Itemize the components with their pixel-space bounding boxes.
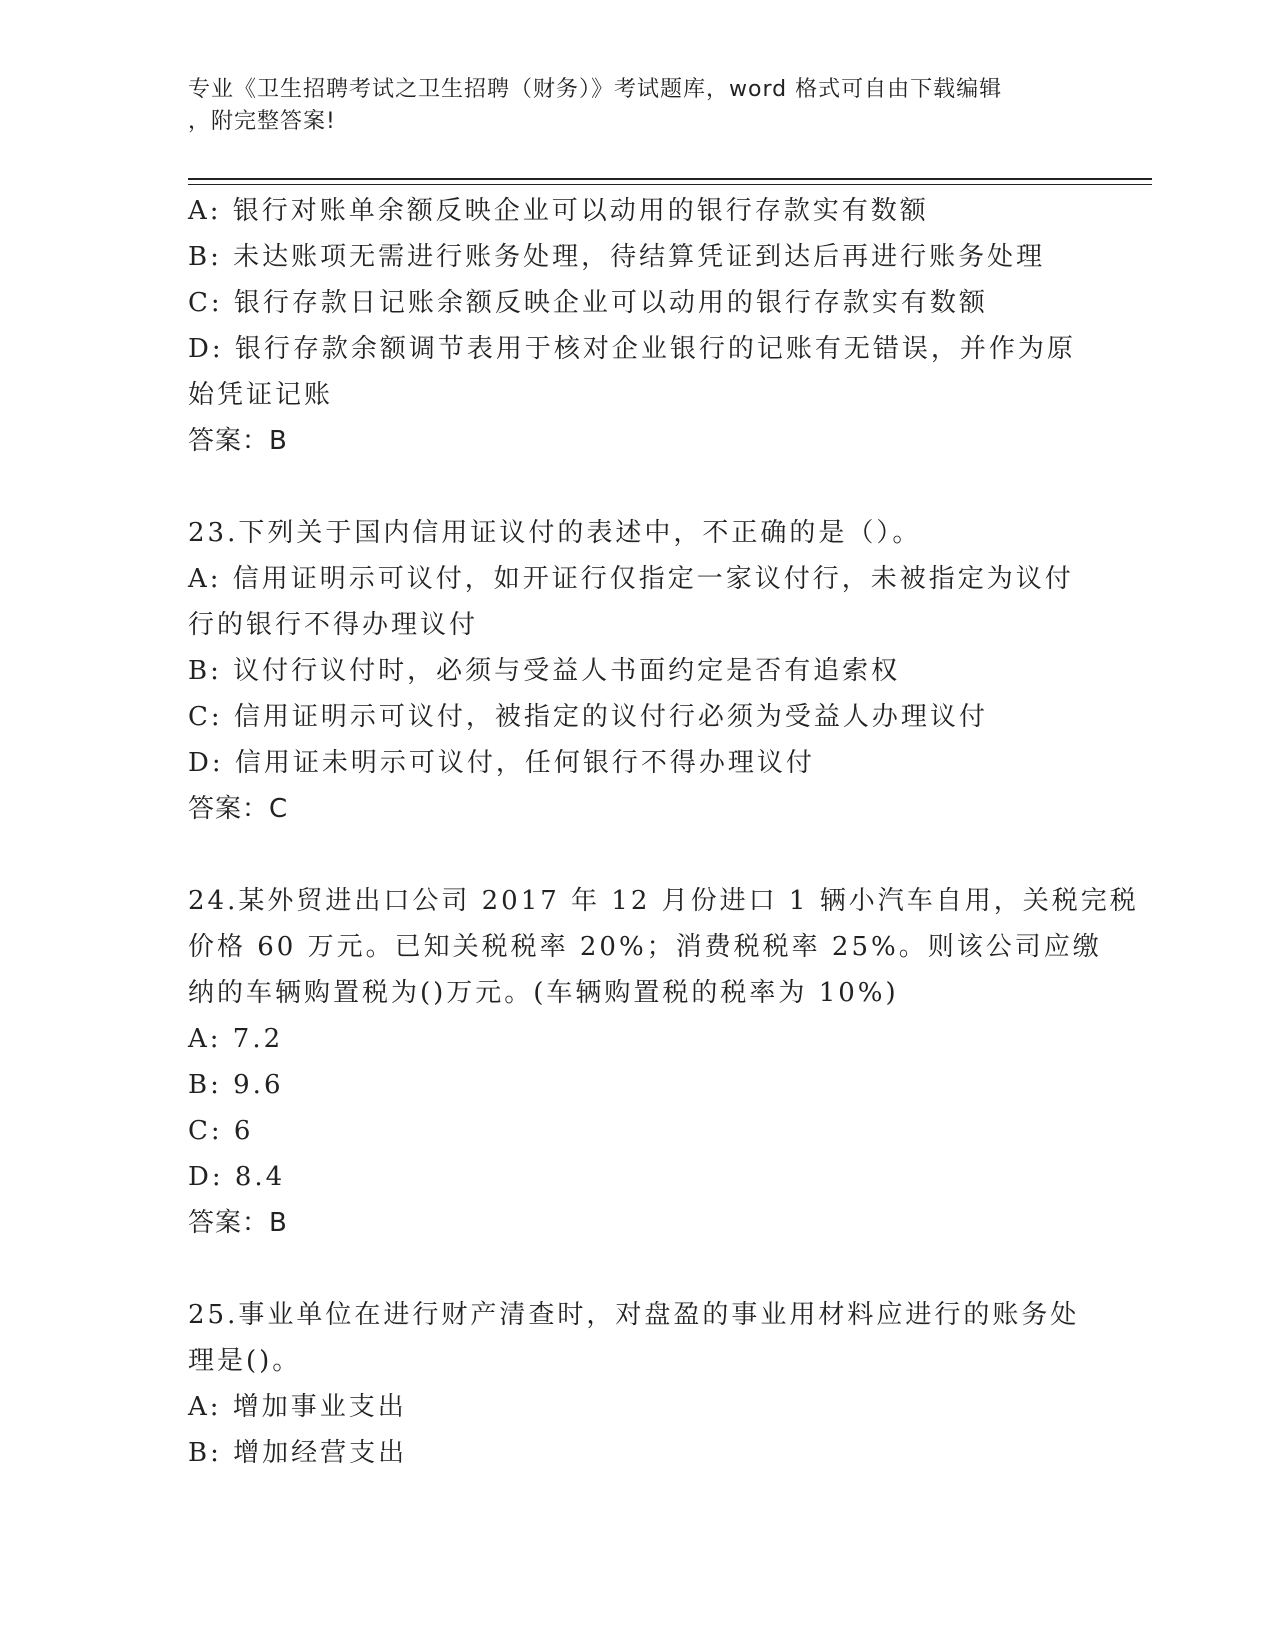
- option-line: A: 银行对账单余额反映企业可以动用的银行存款实有数额: [188, 196, 929, 226]
- option-line: 行的银行不得办理议付: [188, 610, 479, 640]
- question-stem: 理是()。: [188, 1346, 302, 1376]
- answer-line: 答案：B: [188, 426, 288, 456]
- question-23: [188, 510, 1088, 832]
- option-line: B: 议付行议付时，必须与受益人书面约定是否有追索权: [188, 656, 901, 686]
- document-header: [188, 74, 1088, 138]
- answer-line: 答案：C: [188, 794, 289, 824]
- answer-line: 答案：B: [188, 1208, 288, 1238]
- option-line: 始凭证记账: [188, 380, 334, 410]
- header-line-1: 专业《卫生招聘考试之卫生招聘（财务）》考试题库，word 格式可自由下载编辑: [188, 77, 1003, 102]
- option-line: A: 信用证明示可议付，如开证行仅指定一家议付行，未被指定为议付: [188, 564, 1074, 594]
- option-line: A: 7.2: [188, 1024, 284, 1054]
- option-line: D: 信用证未明示可议付，任何银行不得办理议付: [188, 748, 815, 778]
- question-stem: 价格 60 万元。已知关税税率 20%；消费税税率 25%。则该公司应缴: [188, 932, 1102, 962]
- header-rule-thick: [188, 178, 1152, 180]
- option-line: D: 8.4: [188, 1162, 286, 1192]
- header-rule-thin: [188, 184, 1152, 185]
- question-stem: 25.事业单位在进行财产清查时，对盘盈的事业用材料应进行的账务处: [188, 1300, 1080, 1330]
- option-line: B: 9.6: [188, 1070, 284, 1100]
- option-line: C: 信用证明示可议付，被指定的议付行必须为受益人办理议付: [188, 702, 988, 732]
- option-line: C: 银行存款日记账余额反映企业可以动用的银行存款实有数额: [188, 288, 988, 318]
- question-22: [188, 188, 1088, 464]
- option-line: C: 6: [188, 1116, 254, 1146]
- question-stem: 24.某外贸进出口公司 2017 年 12 月份进口 1 辆小汽车自用，关税完税: [188, 886, 1139, 916]
- option-line: A: 增加事业支出: [188, 1392, 407, 1422]
- question-24: [188, 878, 1139, 1246]
- question-stem: 纳的车辆购置税为()万元。(车辆购置税的税率为 10%): [188, 978, 899, 1008]
- option-line: B: 未达账项无需进行账务处理，待结算凭证到达后再进行账务处理: [188, 242, 1046, 272]
- question-stem: 23.下列关于国内信用证议付的表述中，不正确的是（）。: [188, 518, 922, 548]
- question-content: [188, 188, 1139, 1476]
- header-line-2: ，附完整答案!: [188, 109, 336, 134]
- option-line: B: 增加经营支出: [188, 1438, 408, 1468]
- option-line: D: 银行存款余额调节表用于核对企业银行的记账有无错误，并作为原: [188, 334, 1076, 364]
- question-25: [188, 1292, 1088, 1476]
